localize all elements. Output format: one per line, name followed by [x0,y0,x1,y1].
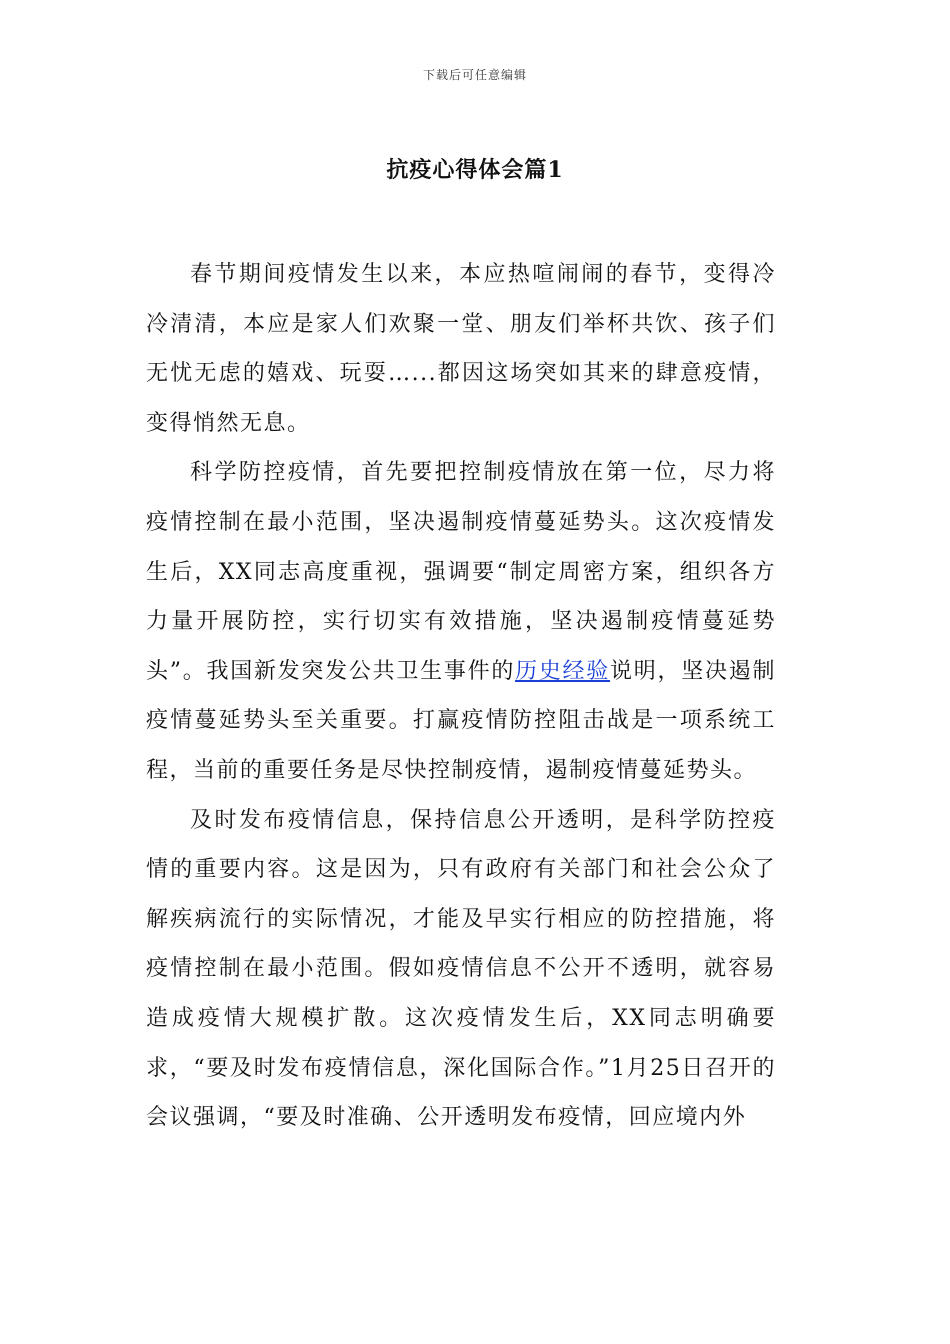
paragraph-2 [146,448,776,795]
paragraph-1: 春节期间疫情发生以来，本应热喧闹闹的春节，变得冷冷清清，本应是家人们欢聚一堂、朋友们举杯共饮、孩子们无忧无虑的嬉戏、玩耍…...都因这场突如其来的肆意疫情，变得悄然无息。 [146,262,776,436]
document-body [146,250,776,1143]
paragraph-3: 及时发布疫情信息，保持信息公开透明，是科学防控疫情的重要内容。这是因为，只有政府有关部门和社会公众了解疾病流行的实际情况，才能及早实行相应的防控措施，将疫情控制在最小范围。假如疫情信息不公开不透明，就容易造成疫情大规模扩散。这次疫情发生后，XX同志明确要求，“要及时发布疫情信息，深化国际合作。”1月25日召开的会议强调，“要及时准确、公开透明发布疫情，回应境内外 [146,807,776,1131]
paragraph-2-text-after: 说明，坚决遏制疫情蔓延势头至关重要。打赢疫情防控阻击战是一项系统工程，当前的重要任务是尽快控制疫情，遏制疫情蔓延势头。 [146,658,776,783]
paragraph-2-text-before: 科学防控疫情，首先要把控制疫情放在第一位，尽力将疫情控制在最小范围，坚决遏制疫情蔓延势头。这次疫情发生后，XX同志高度重视，强调要“制定周密方案，组织各方力量开展防控，实行切实有效措施，坚决遏制疫情蔓延势头”。我国新发突发公共卫生事件的 [146,460,776,684]
history-experience-link[interactable]: 历史经验 [515,658,611,684]
document-title: 抗疫心得体会篇1 [386,157,564,183]
header-note: 下载后可任意编辑 [422,68,527,82]
